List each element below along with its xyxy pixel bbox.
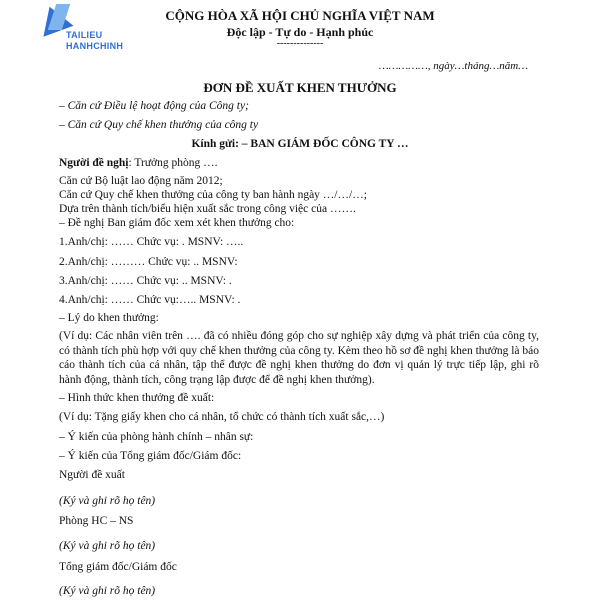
opinion-hr: – Ý kiến của phòng hành chính – nhân sự: [59,431,254,443]
body-line: Căn cứ Quy chế khen thưởng của công ty ban hành ngày …/…/…; [59,189,367,201]
form-label: – Hình thức khen thưởng đề xuất: [59,392,215,404]
body-line: Căn cứ Bộ luật lao động năm 2012; [59,175,223,187]
date-line: ……………, ngày…tháng…năm… [378,60,528,72]
nominee-line: 2.Anh/chị: ……… Chức vụ: .. MSNV: [59,256,238,268]
nominee-line: 4.Anh/chị: …… Chức vụ:….. MSNV: . [59,294,241,306]
proposer-line [59,157,218,169]
logo-text-top: TAILIEU [66,30,103,40]
national-title: CỘNG HÒA XÃ HỘI CHỦ NGHĨA VIỆT NAM [165,8,435,23]
signature-note: (Ký và ghi rõ họ tên) [59,585,156,597]
document-title: ĐƠN ĐỀ XUẤT KHEN THƯỞNG [203,80,397,95]
signature-role: Người đề xuất [59,469,125,481]
reason-label: – Lý do khen thưởng: [59,312,159,324]
nominee-line: 3.Anh/chị: …… Chức vụ: .. MSNV: . [59,275,232,287]
opinion-director: – Ý kiến của Tổng giám đốc/Giám đốc: [59,450,242,462]
body-line: – Đề nghị Ban giám đốc xem xét khen thưởng cho: [59,217,295,229]
proposer-label: Người đề nghị [59,157,129,169]
nominee-line: 1.Anh/chị: …… Chức vụ: . MSNV: ….. [59,236,244,248]
signature-role: Tổng giám đốc/Giám đốc [59,561,177,573]
logo-text-bottom: HANHCHINH [66,41,124,51]
body-line: Dựa trên thành tích/biểu hiện xuất sắc trong công việc của ……. [59,203,356,215]
basis-line: – Căn cứ Điều lệ hoạt động của Công ty; [59,100,249,112]
signature-note: (Ký và ghi rõ họ tên) [59,495,156,507]
header-divider: -------------- [276,38,324,49]
reason-text: (Ví dụ: Các nhân viên trên …. đã có nhiều đóng góp cho sự nghiệp xây dựng và phát triển của công ty, có thành tích phù hợp với quy chế khen thưởng của công ty. Kèm theo hồ sơ đề nghị khen thưởng là báo cáo thành tích của cá nhân, tập thể được đề nghị khen thưởng do đơn vị quản lý trực tiếp lập, ghi rõ hành động, thành tích, công trạng lập được để đề nghị khen thưởng). [59,330,539,386]
signature-note: (Ký và ghi rõ họ tên) [59,540,156,552]
signature-role: Phòng HC – NS [59,515,134,527]
proposer-value: : Trưởng phòng …. [128,157,218,169]
recipient-line: Kính gửi: – BAN GIÁM ĐỐC CÔNG TY … [191,138,409,150]
basis-line: – Căn cứ Quy chế khen thưởng của công ty [59,119,259,131]
form-text: (Ví dụ: Tặng giấy khen cho cá nhân, tổ chức có thành tích xuất sắc,…) [59,411,385,423]
motto: Độc lập - Tự do - Hạnh phúc [226,25,374,39]
